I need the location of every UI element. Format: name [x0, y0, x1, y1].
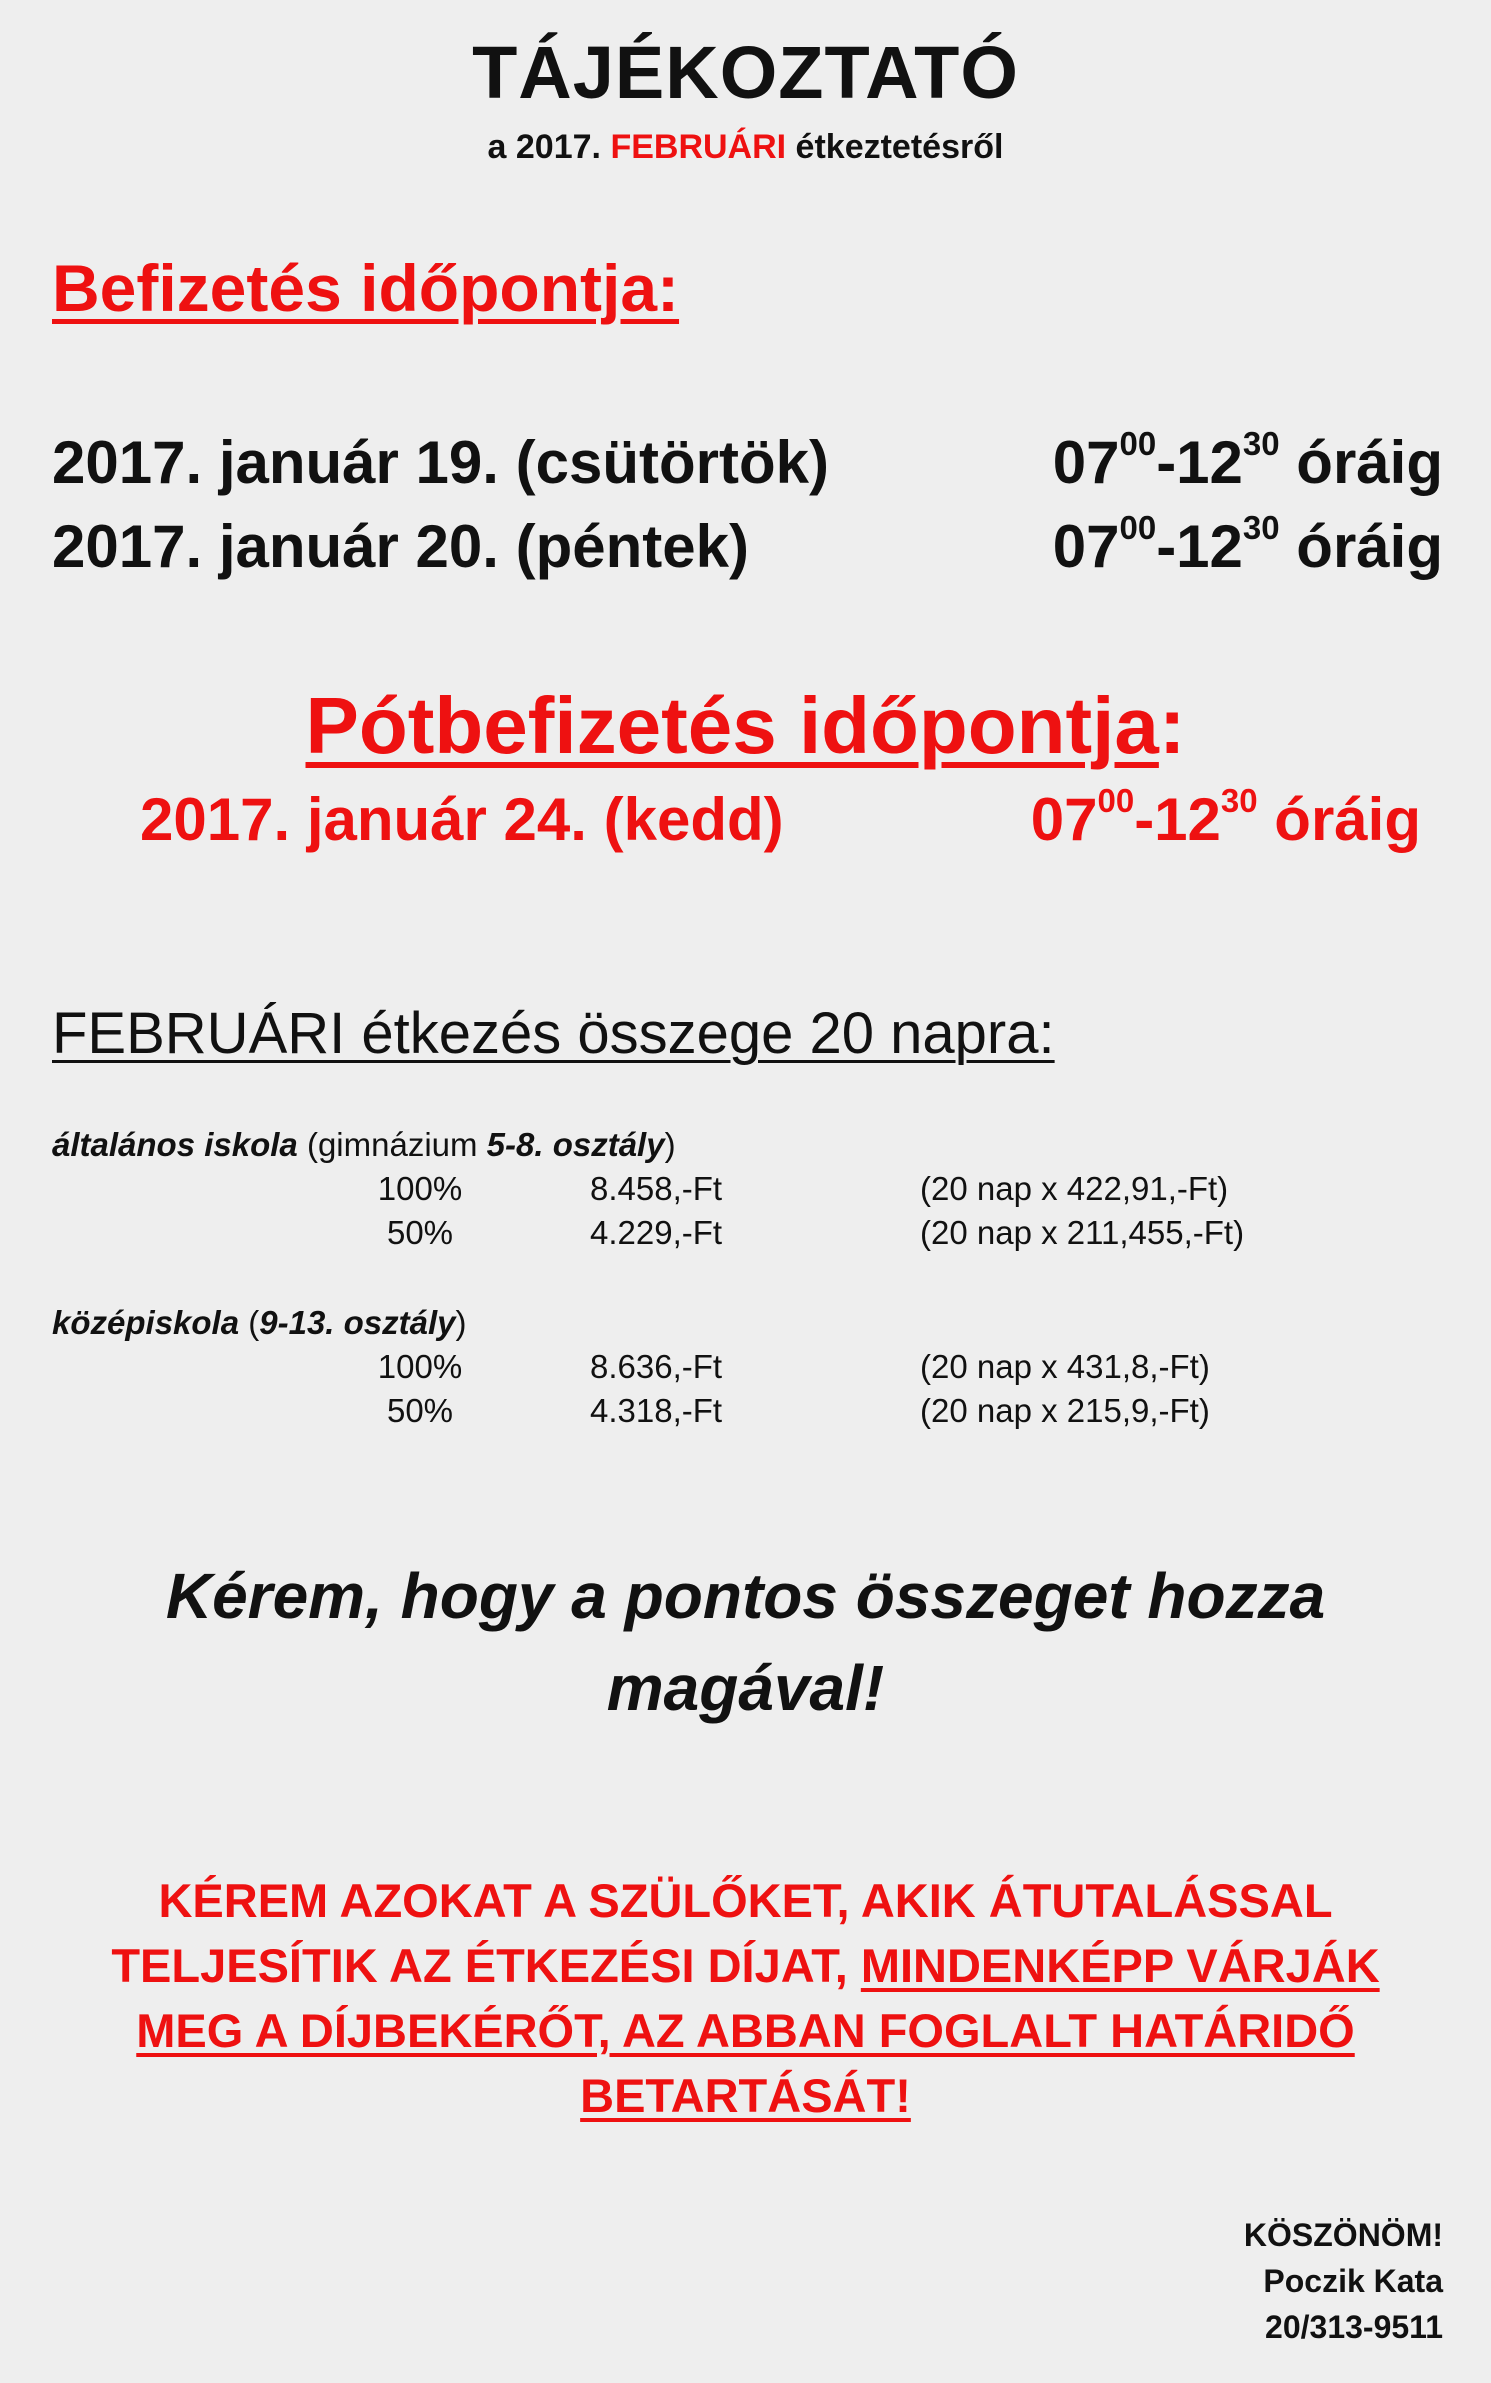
- late-payment-date: 2017. január 24. (kedd): [140, 786, 784, 853]
- subtitle-suffix: étkeztetésről: [786, 128, 1004, 166]
- secondary-calc-1: (20 nap x 431,8,-Ft): [920, 1348, 1210, 1385]
- secondary-price-1: 8.636,-Ft: [590, 1348, 723, 1385]
- elementary-calc-1: (20 nap x 422,91,-Ft): [920, 1170, 1229, 1207]
- secondary-label: középiskola (9-13. osztály): [52, 1304, 467, 1341]
- elementary-label: általános iskola (gimnázium 5-8. osztály): [52, 1126, 676, 1163]
- subtitle-month: FEBRUÁRI: [610, 128, 787, 166]
- transfer-notice: KÉREM AZOKAT A SZÜLŐKET, AKIK ÁTUTALÁSSAL TELJESÍTIK AZ ÉTKEZÉSI DÍJAT, MINDENKÉPP VÁRJÁK MEG A DÍJBEKÉRŐT, AZ ABBAN FOGLALT HATÁRIDŐ BETARTÁSÁT!: [111, 1874, 1380, 2122]
- page-subtitle: [0, 128, 1491, 167]
- elementary-calc-2: (20 nap x 211,455,-Ft): [920, 1214, 1245, 1251]
- please-note: Kérem, hogy a pontos összeget hozza magával!: [165, 1560, 1326, 1724]
- secondary-price-2: 4.318,-Ft: [590, 1392, 723, 1429]
- payment-time-1: $07^{00}-12^{30}$ óráig: [1052, 424, 1443, 496]
- late-payment-heading: Pótbefizetés időpontja:: [305, 681, 1186, 770]
- elementary-percent-1: 100%: [377, 1170, 463, 1207]
- payment-heading: Befizetés időpontja:: [52, 251, 680, 325]
- payment-date-2: 2017. január 20. (péntek): [52, 513, 749, 580]
- signature-phone: 20/313-9511: [1265, 2309, 1443, 2345]
- secondary-calc-2: (20 nap x 215,9,-Ft): [920, 1392, 1210, 1429]
- late-payment-time: $07^{00}-12^{30}$ óráig: [1030, 781, 1421, 853]
- signature-block: [1244, 2212, 1443, 2350]
- elementary-price-1: 8.458,-Ft: [590, 1170, 723, 1207]
- signature-thanks: KÖSZÖNÖM!: [1243, 2217, 1443, 2253]
- secondary-percent-2: 50%: [386, 1392, 454, 1429]
- elementary-percent-2: 50%: [386, 1214, 454, 1251]
- signature-name: Poczik Kata: [1263, 2263, 1443, 2299]
- payment-time-2: $07^{00}-12^{30}$ óráig: [1052, 508, 1443, 580]
- payment-date-1: 2017. január 19. (csütörtök): [52, 429, 829, 496]
- elementary-price-2: 4.229,-Ft: [590, 1214, 723, 1251]
- subtitle-prefix: a 2017.: [487, 128, 611, 166]
- page-title: TÁJÉKOZTATÓ: [472, 31, 1019, 114]
- secondary-percent-1: 100%: [377, 1348, 463, 1385]
- amount-heading: FEBRUÁRI étkezés összege 20 napra:: [52, 1001, 1055, 1066]
